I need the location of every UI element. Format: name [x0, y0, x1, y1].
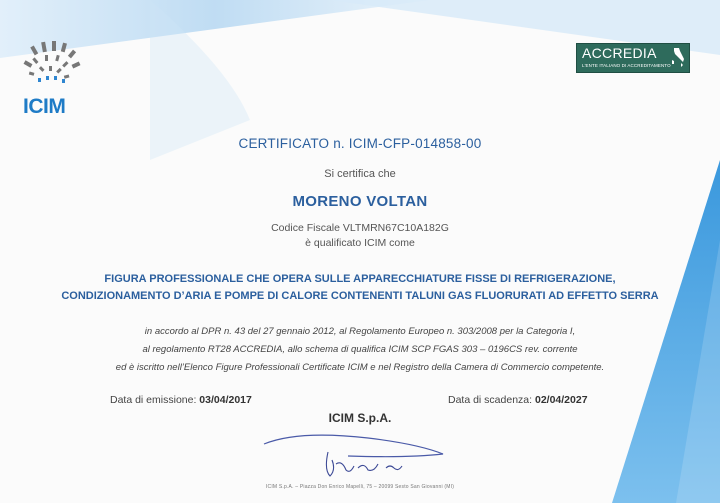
expiry-date-label: Data di scadenza:: [448, 394, 533, 406]
certificate-number: CERTIFICATO n. ICIM-CFP-014858-00: [238, 136, 482, 151]
expiry-date-value: 02/04/2027: [534, 394, 588, 406]
issuing-company: ICIM S.p.A.: [328, 411, 392, 425]
accordance-line-2: al regolamento RT28 ACCREDIA, allo schema di qualifica ICIM SCP FGAS 303 – 0196CS rev. corrente: [142, 344, 578, 355]
accredia-name: ACCREDIA: [582, 45, 657, 61]
italy-map-icon: [671, 47, 685, 69]
qualification-text: è qualificato ICIM come: [305, 237, 415, 249]
fiscal-code: Codice Fiscale VLTMRN67C10A182G: [271, 222, 449, 234]
figure-title-line-1: FIGURA PROFESSIONALE CHE OPERA SULLE APPARECCHIATURE FISSE DI REFRIGERAZIONE,: [104, 273, 616, 285]
signature-graphic: [258, 430, 458, 482]
icim-logo-text: ICIM: [23, 95, 66, 118]
accordance-line-3: ed è iscritto nell’Elenco Figure Professionali Certificate ICIM e nel Registro della Camera di Commercio competente.: [115, 362, 605, 373]
issue-date-value: 03/04/2017: [199, 394, 252, 406]
accordance-line-1: in accordo al DPR n. 43 del 27 gennaio 2012, al Regolamento Europeo n. 303/2008 per la Categoria I,: [144, 326, 576, 337]
accredia-badge: [576, 43, 690, 73]
expiry-date: [448, 394, 588, 406]
issue-date: [110, 394, 252, 406]
footer-address: ICIM S.p.A. – Piazza Don Enrico Mapelli, 75 – 20099 Sesto San Giovanni (MI): [265, 484, 455, 490]
certification-intro: Si certifica che: [324, 168, 396, 180]
holder-name: MORENO VOLTAN: [292, 193, 428, 210]
figure-title-line-2: CONDIZIONAMENTO D’ARIA E POMPE DI CALORE CONTENENTI TALUNI GAS FLUORURATI AD EFFETTO SERRA: [61, 290, 659, 302]
accredia-tagline: L'ENTE ITALIANO DI ACCREDITAMENTO: [582, 63, 671, 68]
issue-date-label: Data di emissione:: [110, 394, 197, 406]
